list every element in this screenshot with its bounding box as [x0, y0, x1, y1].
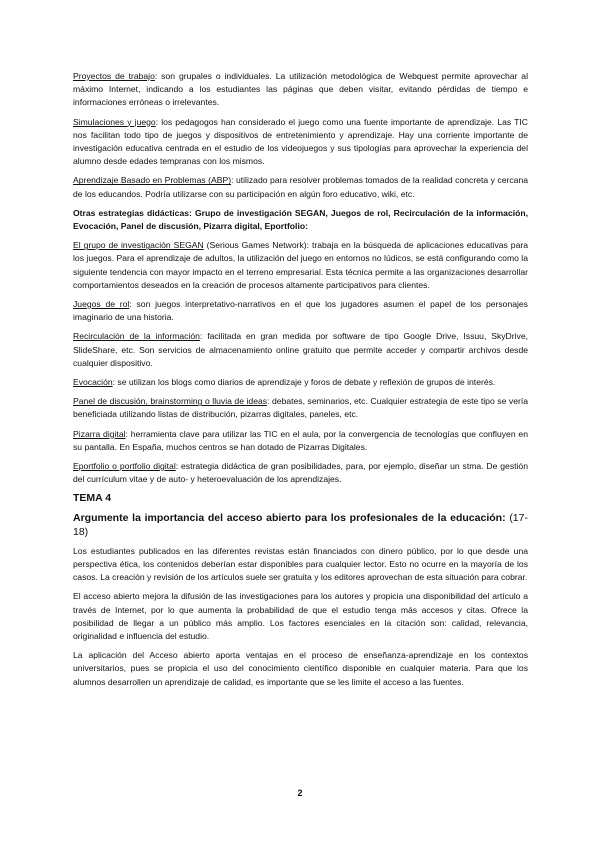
text-simulaciones: : los pedagogos han considerado el juego como una fuente importante de aprendizaje. Las TIC nos facilitan todo tipo de juegos y dispositivos de entretenimiento y aprendizaje. Hay una corriente importante de investigación educativa centrada en el estudio de los videojuegos y sus tipologías para aprovechar la experiencia del alumno desde edades tempranas con los mismos.: [73, 116, 528, 167]
term-abp: Aprendizaje Basado en Problemas (ABP): [73, 175, 232, 186]
page-content: [73, 70, 528, 695]
paragraph-proyectos: [73, 70, 528, 110]
text-pizarra: : herramienta clave para utilizar las TIC en el aula, por la convergencia de tecnologías que confluyen en su pantalla. En España, muchos centros se han dotado de Pizarras Digitales.: [73, 428, 528, 452]
text-abp: : utilizado para resolver problemas tomados de la realidad concreta y cercana de los educandos. Podría utilizarse con su participación en algún foro educativo, wiki, etc.: [73, 175, 529, 199]
text-proyectos: : son grupales o individuales. La utilización metodológica de Webquest permite aprovechar al máximo Internet, indicando a los estudiantes las páginas que deben visitar, evitando pérdidas de tiempo e informaciones erróneas o irrelevantes.: [73, 71, 528, 108]
question-text: Argumente la importancia del acceso abierto para los profesionales de la educación:: [73, 511, 506, 524]
answer-paragraph-2: El acceso abierto mejora la difusión de las investigaciones para los autores y propicia una disponibilidad del artículo a través de Internet, por lo que aumenta la probabilidad de que el estudio tenga más accesos y citas. Ofrece la posibilidad de llegar a un público más amplio. Los factores esenciales en la citación son: calidad, relevancia, originalidad e influencia del estudio.: [73, 591, 528, 641]
paragraph-simulaciones: [73, 116, 528, 169]
answer-paragraph-3: La aplicación del Acceso abierto aporta ventajas en el proceso de enseñanza-aprendizaje en los contextos universitarios, pues se propicia el uso del conocimiento científico disponible en cualquier materia. Para que los alumnos desarrollen un aprendizaje de calidad, es importante que se les limite el acceso a las fuentes.: [73, 650, 528, 687]
paragraph-segan: [73, 239, 528, 292]
paragraph-abp: [73, 174, 528, 200]
term-panel: Panel de discusión, brainstorming o lluvia de ideas: [73, 396, 268, 407]
term-recirculacion: Recirculación de la información: [73, 331, 200, 342]
term-evocacion: Evocación: [73, 377, 113, 388]
term-segan: El grupo de investigación SEGAN: [73, 240, 204, 251]
term-proyectos: Proyectos de trabajo: [73, 71, 155, 81]
paragraph-juegos-rol: [73, 298, 528, 324]
text-segan: (Serious Games Network): trabaja en la búsqueda de aplicaciones educativas para los juegos. Para el aprendizaje de adultos, la utilización del juego en entornos no lúdicos, se está configurando como la siguiente tendencia con mayor impacto en el terreno empresarial. Esta técnica permite a las organizaciones desarrollar comportamientos deseados en la creación de procesos altamente participativos para clientes.: [73, 240, 528, 290]
term-simulaciones: Simulaciones y juego: [73, 116, 156, 127]
text-eportfolio: : estrategia didáctica de gran posibilidades, para, por ejemplo, diseñar un stma. De gestión del currículum vitae y de auto- y heteroevaluación de los aprendizajes.: [73, 461, 528, 485]
text-recirculacion: : facilitada en gran medida por software de tipo Google Drive, Issuu, SkyDrive, SlideShare, etc. Son servicios de almacenamiento online gratuito que permite acceder y compartir archivos desde cualquier dispositivo.: [73, 331, 528, 368]
term-pizarra: Pizarra digital: [73, 428, 126, 439]
text-panel: : debates, seminarios, etc. Cualquier estrategia de este tipo se vería beneficiada utilizando listas de distribución, pizarras digitales, paneles, etc.: [73, 396, 528, 420]
section-heading: TEMA 4: [73, 492, 112, 505]
answer-paragraph-1: Los estudiantes publicados en las diferentes revistas están financiados con dinero público, por lo que desde una perspectiva ética, los contenidos deberían estar disponibles para cualquier lector. Esto no ocurre en la mayoría de los casos. La creación y revisión de los artículos suele ser gratuita y los editores aprovechan de esta situación para cobrar.: [73, 545, 528, 583]
paragraph-recirculacion: [73, 330, 528, 370]
paragraph-panel: [73, 395, 528, 421]
paragraph-pizarra: [73, 428, 528, 454]
paragraph-evocacion: [73, 376, 528, 389]
page-number: 2: [297, 788, 303, 798]
question-heading: [73, 511, 528, 539]
strategies-heading: Otras estrategias didácticas: Grupo de investigación SEGAN, Juegos de rol, Recirculación de la información, Evocación, Panel de discusión, Pizarra digital, Eportfolio:: [73, 207, 528, 232]
term-eportfolio: Eportfolio o portfolio digital: [73, 461, 176, 472]
text-evocacion: : se utilizan los blogs como diarios de aprendizaje y foros de debate y reflexión de grupos de interés.: [112, 377, 496, 388]
term-juegos-rol: Juegos de rol: [73, 299, 130, 310]
question-pages: (17-18): [73, 511, 528, 538]
paragraph-eportfolio: [73, 460, 528, 486]
text-juegos-rol: : son juegos interpretativo-narrativos en el que los jugadores asumen el papel de los personajes imaginario de una historia.: [73, 299, 528, 323]
